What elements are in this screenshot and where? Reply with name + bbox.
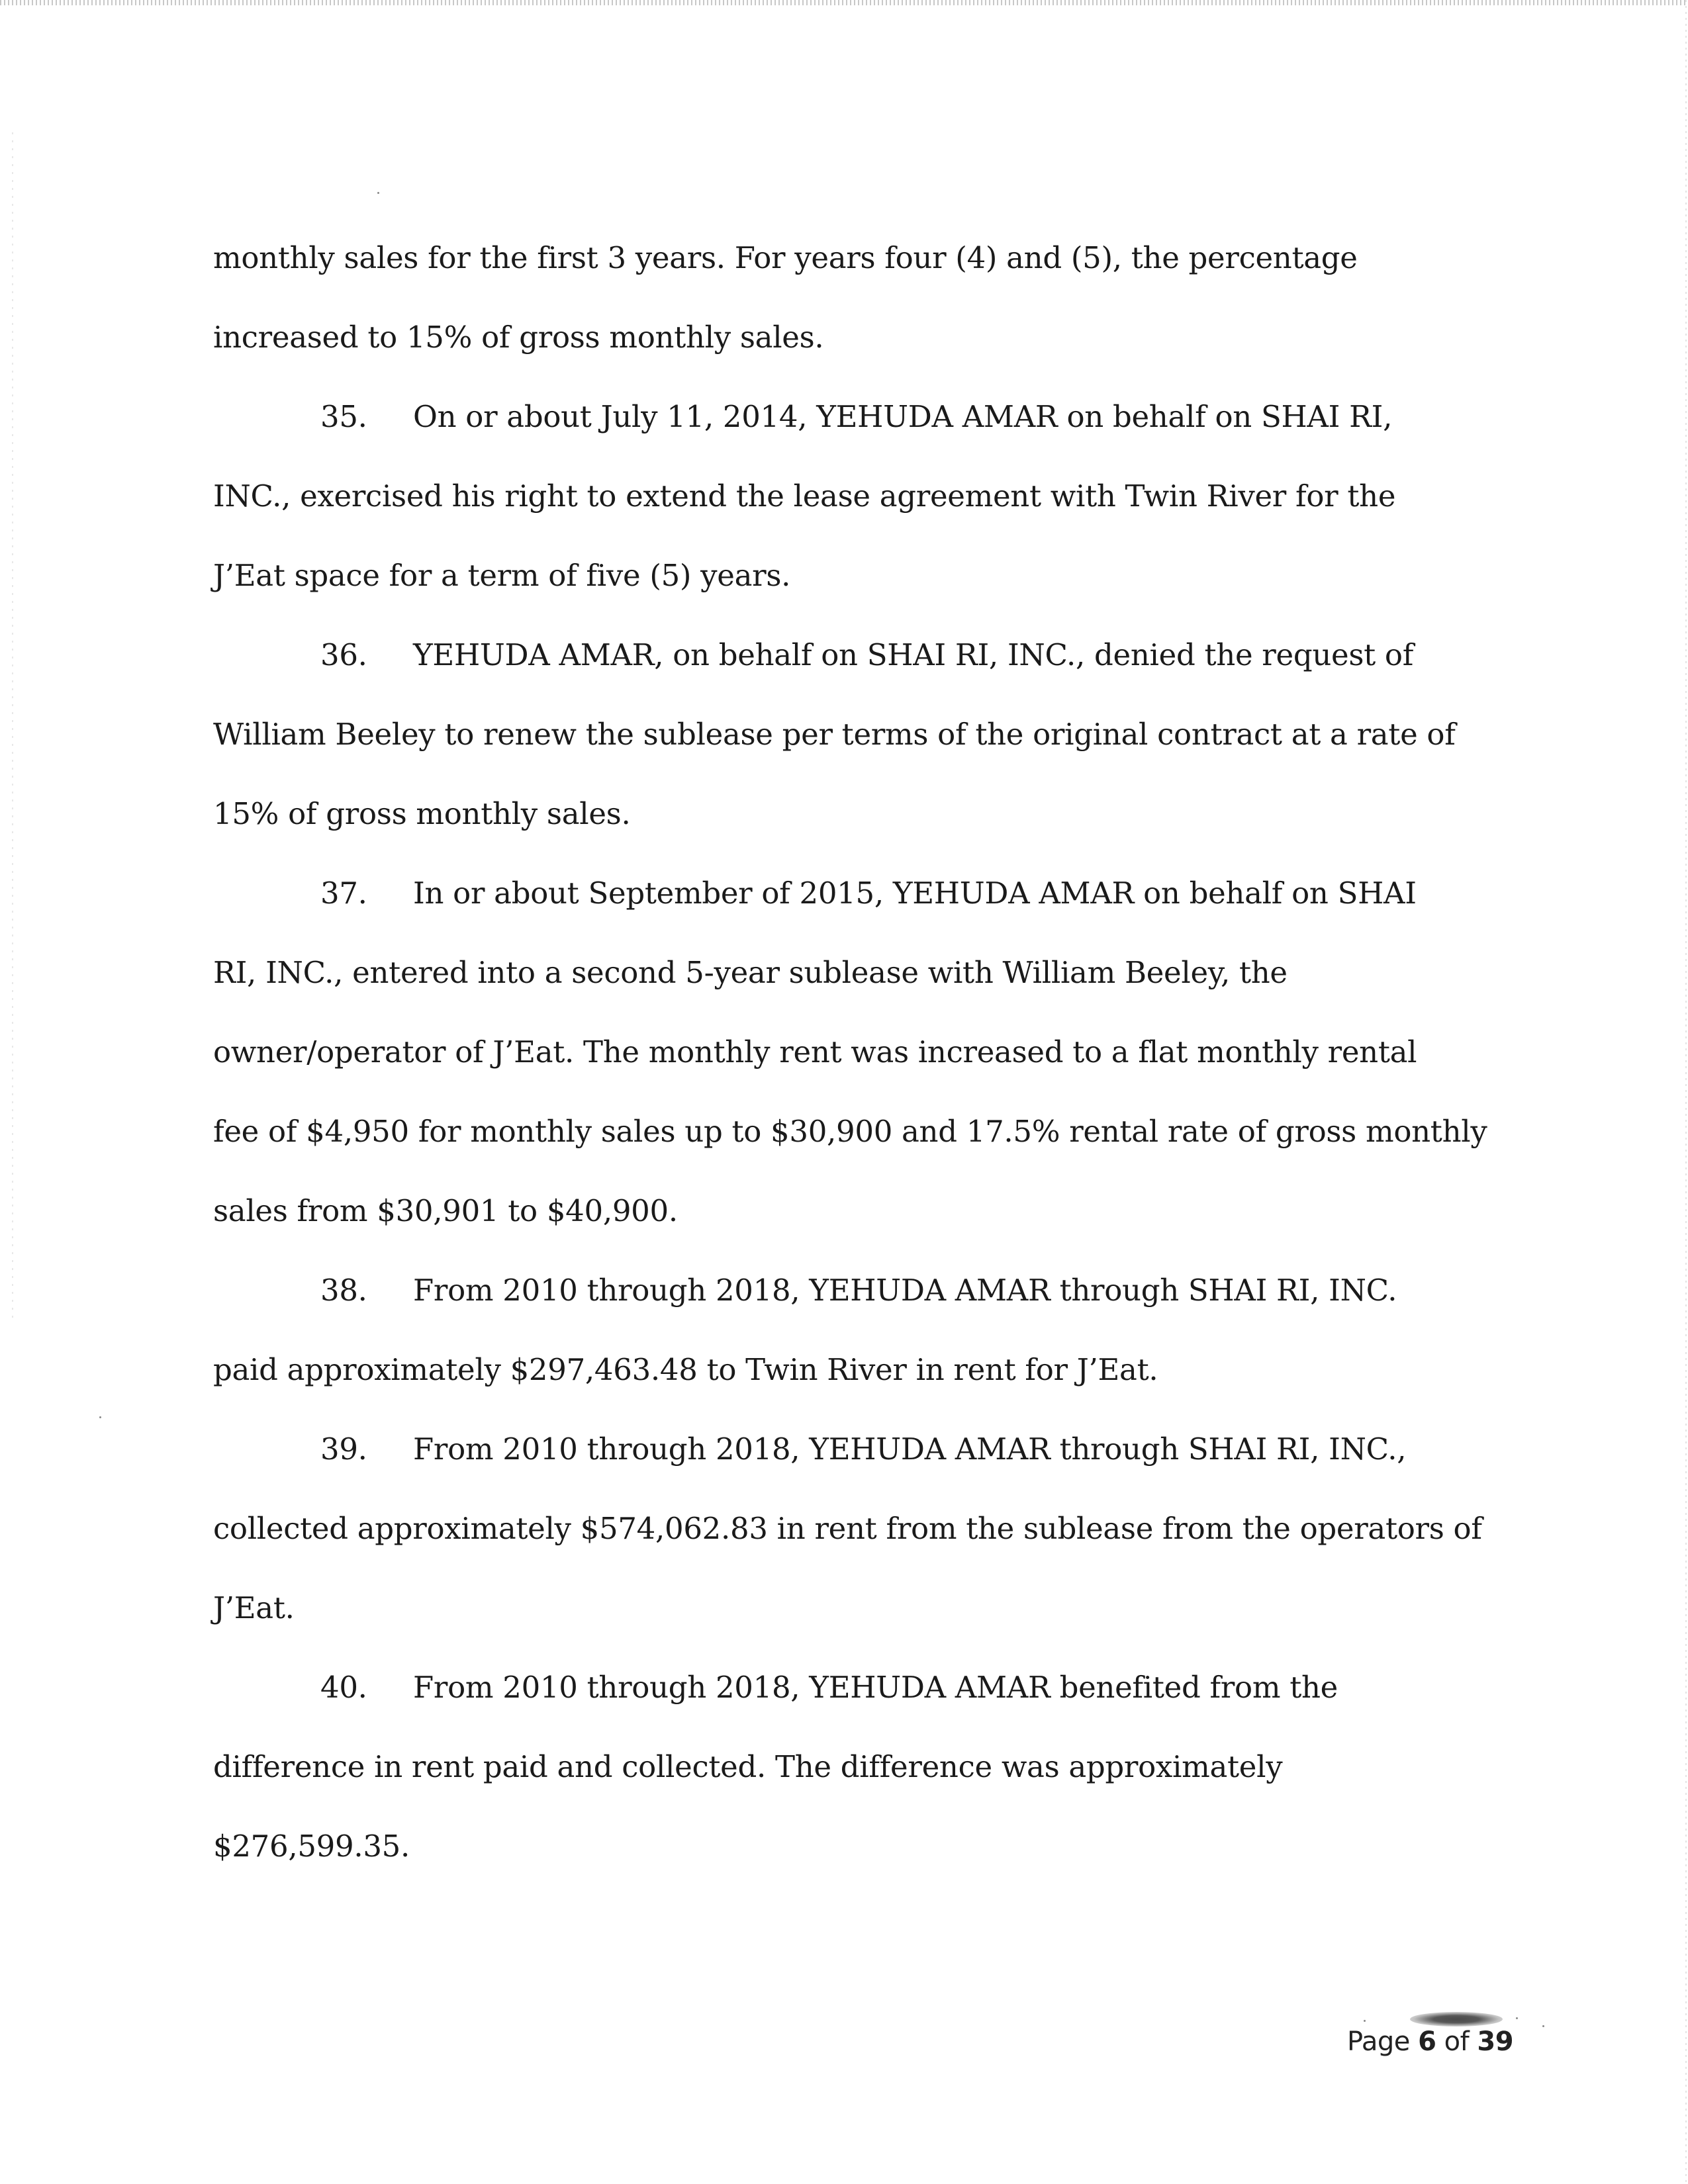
scan-artifact-top-edge	[0, 0, 1688, 5]
paragraph-line: On or about July 11, 2014, YEHUDA AMAR on behalf on SHAI RI,	[413, 399, 1393, 434]
paragraph-37	[213, 854, 1491, 1251]
paragraph-line: 15% of gross monthly sales.	[213, 796, 631, 831]
paragraph-39	[213, 1410, 1491, 1648]
paragraph-36	[213, 615, 1491, 854]
paragraph-continued	[213, 218, 1491, 377]
page-total: 39	[1477, 2026, 1514, 2057]
ink-smudge	[1410, 2012, 1503, 2026]
paragraph-line: From 2010 through 2018, YEHUDA AMAR through SHAI RI, INC.,	[413, 1432, 1407, 1467]
page-current: 6	[1418, 2026, 1436, 2057]
paragraph-line: INC., exercised his right to extend the lease agreement with Twin River for the	[213, 478, 1396, 514]
paragraph-line: YEHUDA AMAR, on behalf on SHAI RI, INC., denied the request of	[413, 637, 1414, 672]
scan-artifact-right-edge	[1685, 0, 1687, 2184]
paragraph-number: 36.	[320, 637, 367, 672]
scan-speck	[99, 1416, 101, 1418]
paragraph-40	[213, 1648, 1491, 1886]
paragraph-number: 40.	[320, 1670, 367, 1705]
scan-artifact-left-edge	[12, 132, 13, 1324]
paragraph-line: From 2010 through 2018, YEHUDA AMAR through SHAI RI, INC.	[413, 1273, 1397, 1308]
scan-speck	[1516, 2017, 1518, 2019]
paragraph-35	[213, 377, 1491, 615]
page-prefix: Page	[1347, 2026, 1410, 2057]
scan-speck	[377, 192, 379, 194]
paragraph-line: difference in rent paid and collected. The difference was approximately	[213, 1749, 1283, 1784]
document-body	[213, 218, 1491, 1886]
paragraph-number: 35.	[320, 399, 367, 434]
scan-speck	[1542, 2025, 1544, 2027]
paragraph-line: RI, INC., entered into a second 5-year sublease with William Beeley, the	[213, 955, 1288, 990]
paragraph-line: fee of $4,950 for monthly sales up to $30,900 and 17.5% rental rate of gross monthly	[213, 1114, 1487, 1149]
page-of: of	[1444, 2026, 1470, 2057]
paragraph-line: collected approximately $574,062.83 in rent from the sublease from the operators of	[213, 1511, 1482, 1546]
paragraph-line: J’Eat.	[213, 1590, 295, 1625]
paragraph-line: increased to 15% of gross monthly sales.	[213, 320, 824, 355]
paragraph-number: 38.	[320, 1273, 367, 1308]
paragraph-line: J’Eat space for a term of five (5) years.	[213, 558, 791, 593]
paragraph-line: William Beeley to renew the sublease per terms of the original contract at a rate of	[213, 717, 1456, 752]
paragraph-line: From 2010 through 2018, YEHUDA AMAR benefited from the	[413, 1670, 1338, 1705]
paragraph-38	[213, 1251, 1491, 1410]
paragraph-number: 39.	[320, 1432, 367, 1467]
paragraph-line: In or about September of 2015, YEHUDA AMAR on behalf on SHAI	[413, 876, 1417, 911]
page-number	[1347, 2026, 1513, 2057]
scan-speck	[1364, 2020, 1366, 2022]
paragraph-number: 37.	[320, 876, 367, 911]
paragraph-line: paid approximately $297,463.48 to Twin River in rent for J’Eat.	[213, 1352, 1158, 1387]
paragraph-line: owner/operator of J’Eat. The monthly rent was increased to a flat monthly rental	[213, 1034, 1417, 1069]
paragraph-line: $276,599.35.	[213, 1829, 410, 1864]
paragraph-line: monthly sales for the first 3 years. For years four (4) and (5), the percentage	[213, 240, 1358, 275]
paragraph-line: sales from $30,901 to $40,900.	[213, 1193, 678, 1228]
